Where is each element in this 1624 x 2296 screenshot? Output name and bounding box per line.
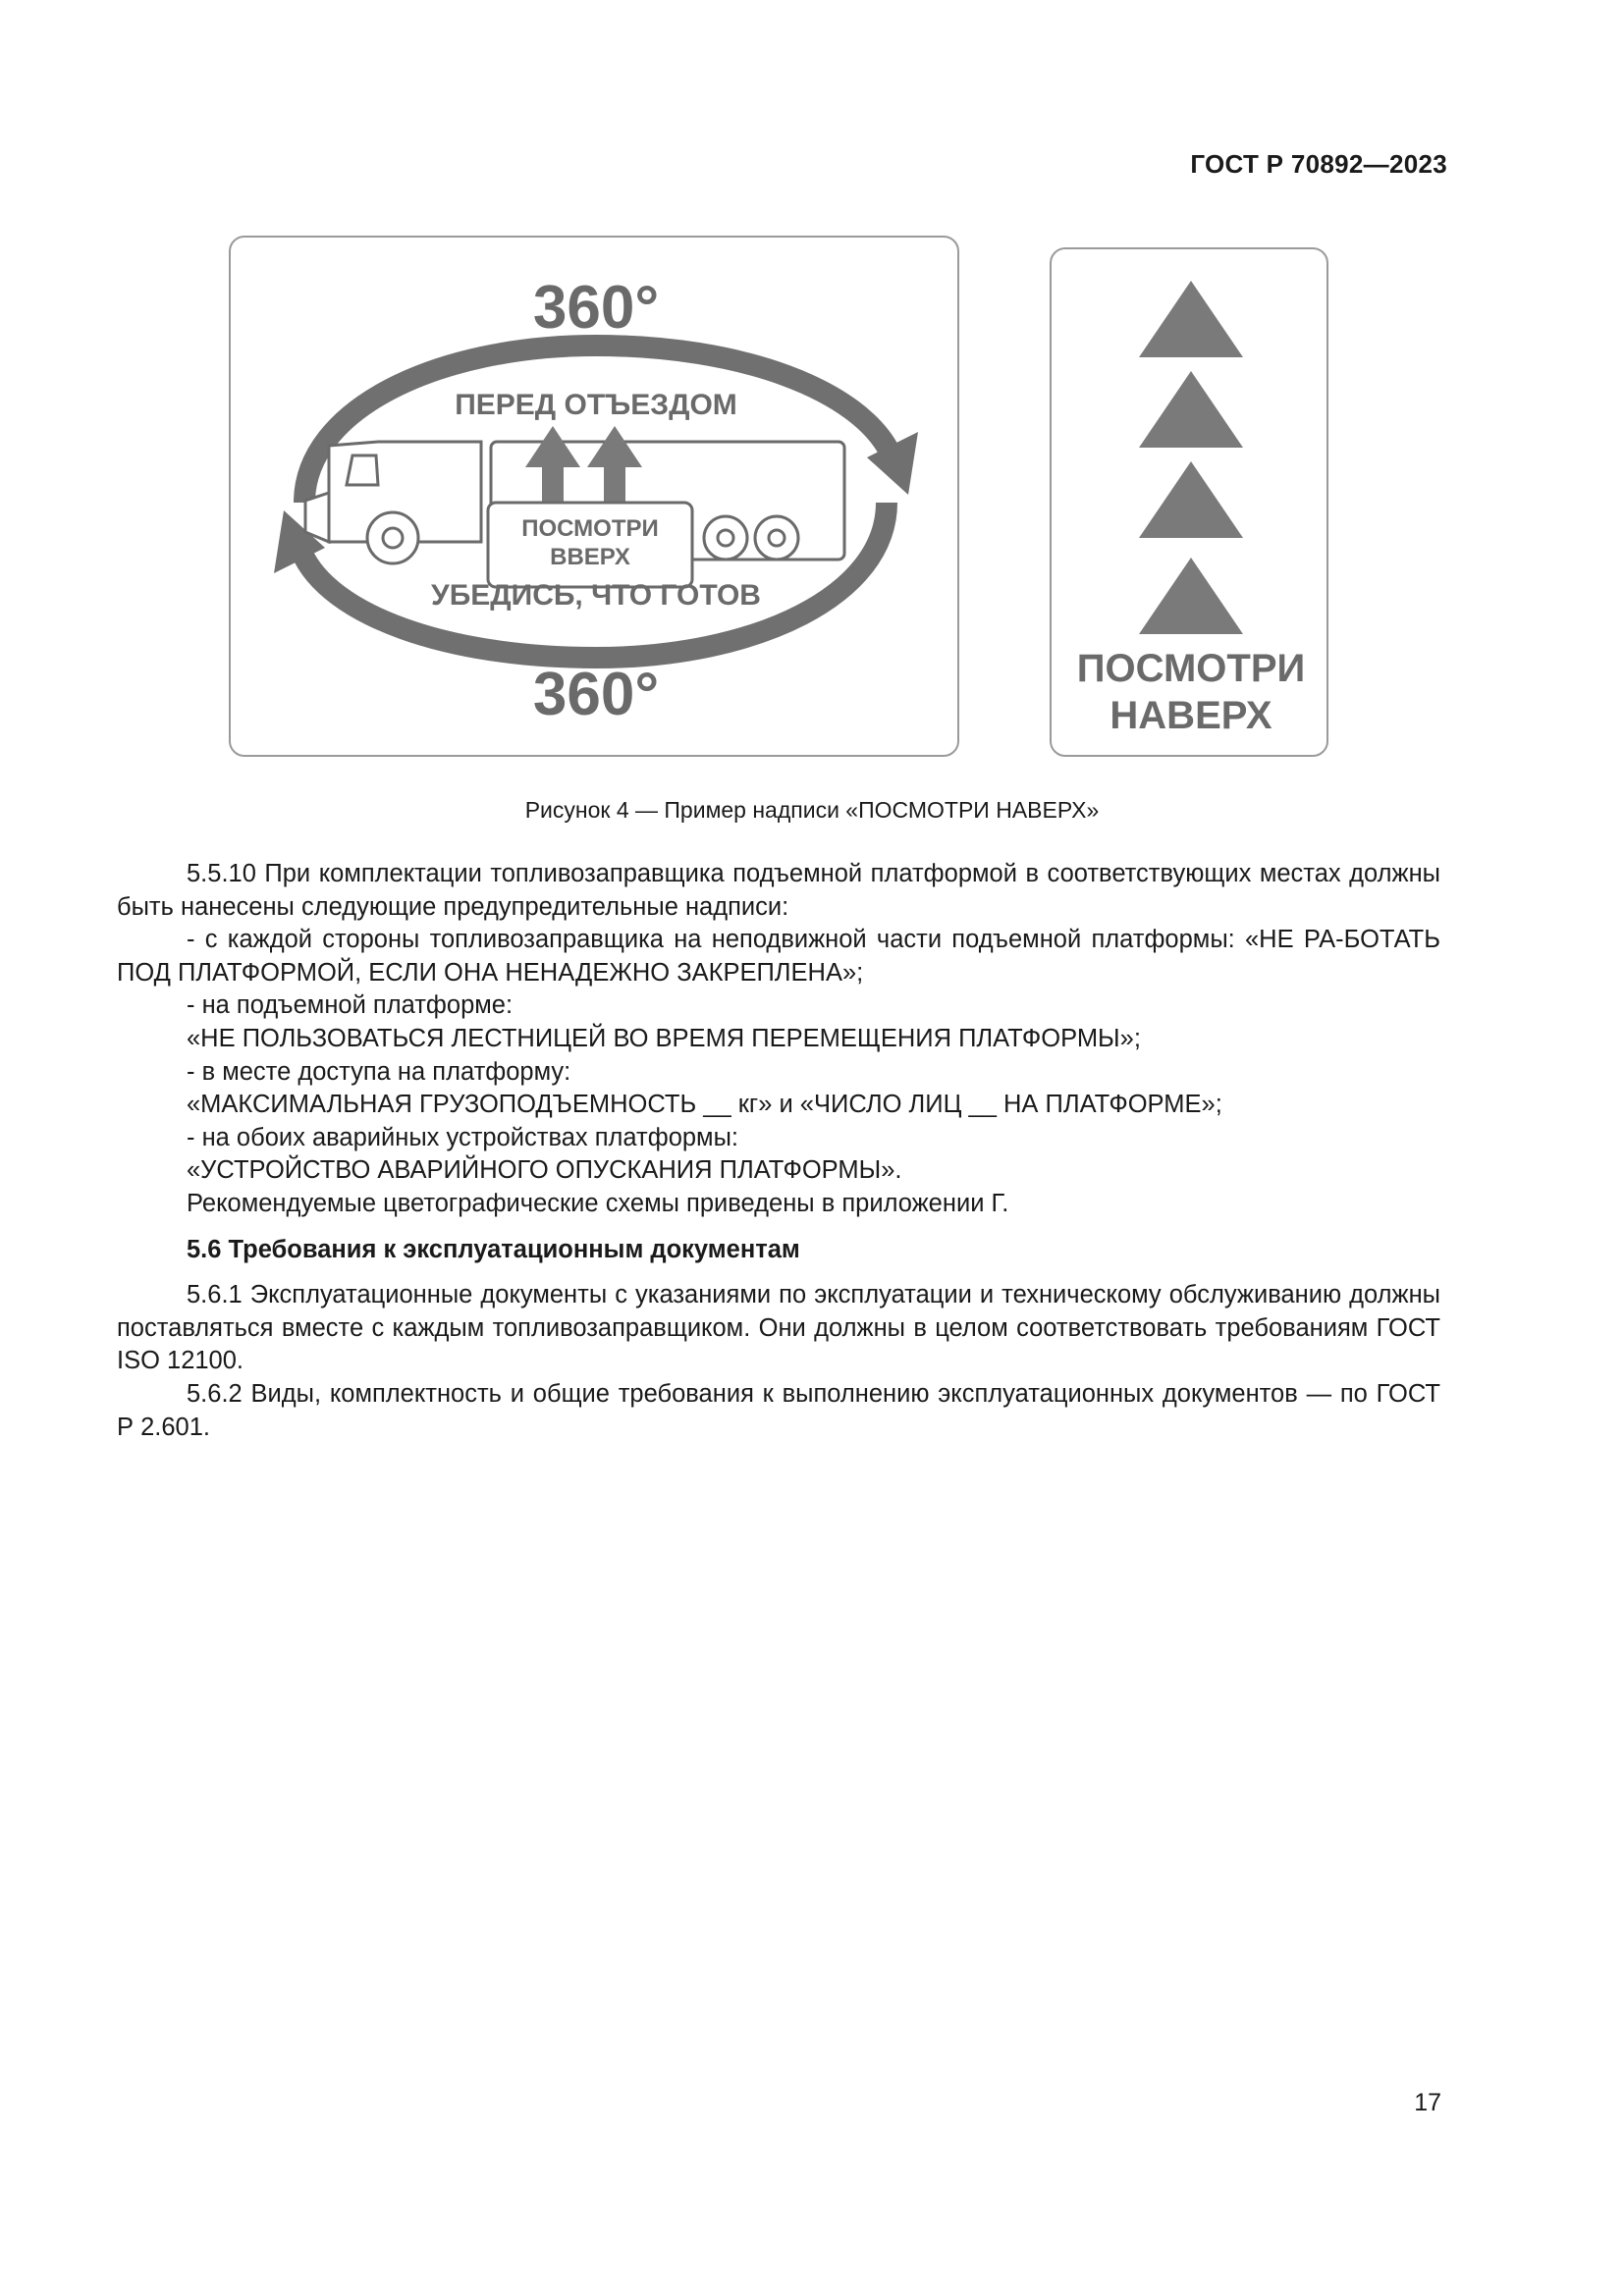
list-item-4-label: - на обоих аварийных устройствах платформы: bbox=[187, 1123, 738, 1151]
label-360-bottom: 360° bbox=[532, 661, 660, 728]
section-heading-5-6: 5.6 Требования к эксплуатационным документам bbox=[187, 1235, 800, 1263]
triangle-up-icon bbox=[1139, 558, 1243, 634]
body-text bbox=[117, 858, 1440, 1444]
list-item-1: - с каждой стороны топливозаправщика на неподвижной части подъемной платформы: «НЕ РА-БОТАТЬ ПОД ПЛАТФОРМОЙ, ЕСЛИ ОНА НЕНАДЕЖНО ЗАКРЕПЛЕНА»; bbox=[117, 926, 1440, 987]
list-item-2-label: - на подъемной платформе: bbox=[187, 991, 514, 1020]
list-item-4-text: «УСТРОЙСТВО АВАРИЙНОГО ОПУСКАНИЯ ПЛАТФОРМЫ». bbox=[187, 1156, 902, 1185]
label-look-up-right-line1: ПОСМОТРИ bbox=[1076, 647, 1306, 690]
figure-caption: Рисунок 4 — Пример надписи «ПОСМОТРИ НАВЕРХ» bbox=[524, 797, 1100, 823]
list-item-2-text: «НЕ ПОЛЬЗОВАТЬСЯ ЛЕСТНИЦЕЙ ВО ВРЕМЯ ПЕРЕМЕЩЕНИЯ ПЛАТФОРМЫ»; bbox=[187, 1024, 1141, 1052]
recommendation-note: Рекомендуемые цветографические схемы приведены в приложении Г. bbox=[187, 1189, 1009, 1217]
document-code: ГОСТ Р 70892—2023 bbox=[1190, 149, 1447, 179]
paragraph-5-5-10: 5.5.10 При комплектации топливозаправщика подъемной платформой в соответствующих местах должны быть нанесены следующие предупредительные надписи: bbox=[117, 860, 1440, 921]
label-before-departure: ПЕРЕД ОТЪЕЗДОМ bbox=[455, 389, 737, 421]
list-item-3-text: «МАКСИМАЛЬНАЯ ГРУЗОПОДЪЕМНОСТЬ __ кг» и «ЧИСЛО ЛИЦ __ НА ПЛАТФОРМЕ»; bbox=[187, 1091, 1222, 1119]
label-look-up-right-line2: НАВЕРХ bbox=[1110, 694, 1272, 737]
sign-look-up-triangles bbox=[1050, 247, 1328, 757]
label-360-top: 360° bbox=[532, 274, 660, 342]
list-item-3-label: - в месте доступа на платформу: bbox=[187, 1057, 571, 1086]
triangle-up-icon bbox=[1139, 461, 1243, 538]
triangle-up-icon bbox=[1139, 371, 1243, 448]
triangle-up-icon bbox=[1139, 281, 1243, 357]
sign-triangles-graphic bbox=[1052, 249, 1330, 759]
paragraph-5-6-2: 5.6.2 Виды, комплектность и общие требования к выполнению эксплуатационных документов — по ГОСТ Р 2.601. bbox=[117, 1379, 1440, 1441]
label-look-up-line1: ПОСМОТРИ bbox=[521, 515, 659, 542]
page-number: 17 bbox=[1414, 2089, 1441, 2116]
label-make-sure-ready: УБЕДИСЬ, ЧТО ГОТОВ bbox=[431, 579, 761, 612]
sign-360-graphic bbox=[231, 238, 961, 759]
label-look-up-line2: ВВЕРХ bbox=[550, 544, 630, 570]
sign-360-look-up bbox=[229, 236, 959, 757]
paragraph-5-6-1: 5.6.1 Эксплуатационные документы с указаниями по эксплуатации и техническому обслуживанию должны поставляться вместе с каждым топливозаправщиком. Они должны в целом соответствовать требованиям ГОСТ ISO 12100. bbox=[117, 1281, 1440, 1375]
